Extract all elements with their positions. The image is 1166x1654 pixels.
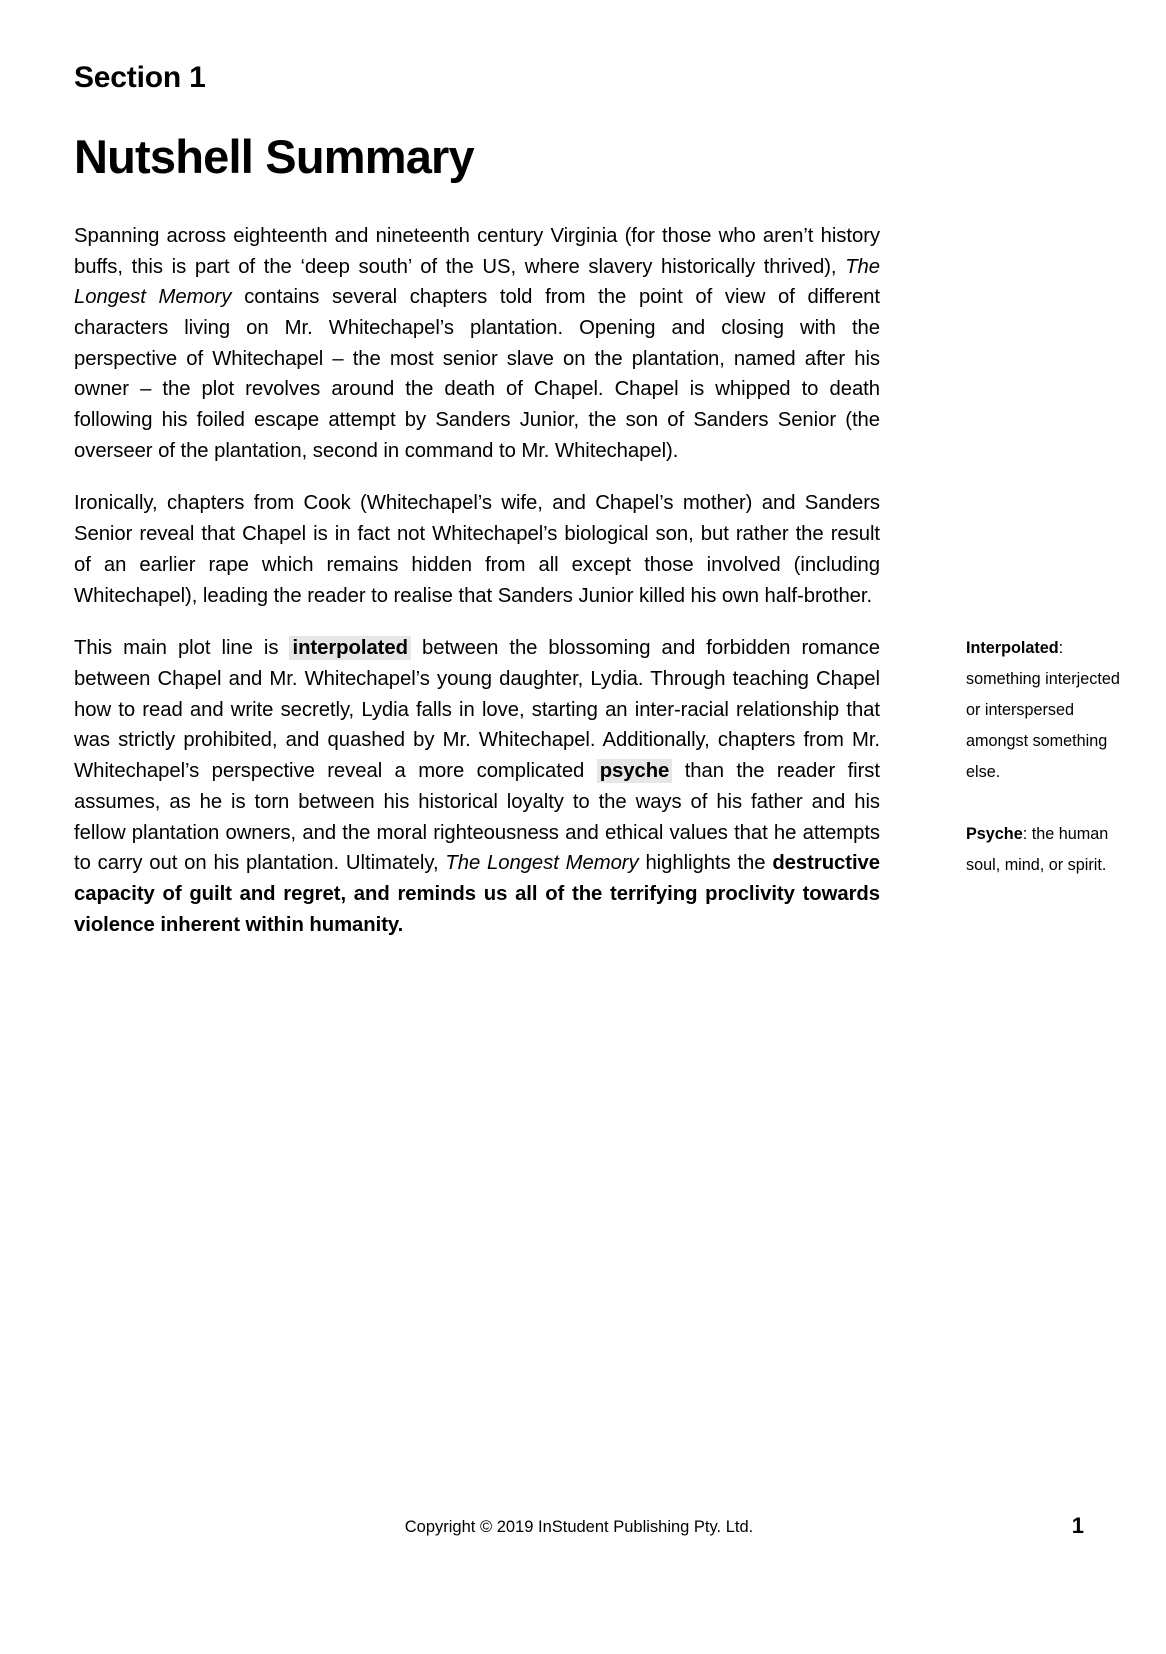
body-column bbox=[74, 221, 1120, 940]
paragraph-3-bold-conclusion: destructive capacity of guilt and regret, and reminds us all of the terrifying proclivity towards violence inherent within humanity. bbox=[74, 852, 881, 936]
margin-note-separator: : bbox=[1022, 825, 1028, 844]
paragraph-3-part-2: between the blossoming and forbidden romance between Chapel and Mr. Whitechapel’s young daughter, Lydia. Through teaching Chapel how to read and write secretly, Lydia falls in love, starting an inter-racial relationship that was strictly prohibited, and quashed by Mr. Whitechapel. Additionally, chapters from Mr. Whitechapel’s perspective reveal a more complicated bbox=[74, 637, 880, 783]
paragraph-3-part-1: This main plot line is bbox=[74, 637, 290, 660]
glossary-highlight-psyche: psyche bbox=[597, 759, 673, 783]
paragraph-1-part-1: Spanning across eighteenth and nineteenth century Virginia (for those who aren’t history buffs, this is part of the ‘deep south’ of the US, where slavery historically thrived), bbox=[74, 224, 880, 278]
margin-note-separator: : bbox=[1058, 639, 1064, 658]
paragraph-1-part-2: contains several chapters told from the point of view of different characters living on Mr. Whitechapel’s plantation. Opening and closing with the perspective of Whitechapel – the most senior slave on the plantation, named after his owner – the plot revolves around the death of Chapel. Chapel is whipped to death following his foiled escape attempt by Sanders Junior, the son of Sanders Senior (the overseer of the plantation, second in command to Mr. Whitechapel). bbox=[74, 286, 880, 462]
book-title-italic-2: The Longest Memory bbox=[445, 852, 639, 875]
margin-note-interpolated bbox=[966, 633, 1136, 788]
book-title-italic: The Longest Memory bbox=[74, 255, 880, 309]
page-content bbox=[74, 61, 1120, 962]
margin-note-psyche bbox=[966, 819, 1136, 881]
page-number: 1 bbox=[1071, 1513, 1084, 1538]
copyright-notice: Copyright © 2019 InStudent Publishing Pty. Ltd. bbox=[404, 1518, 754, 1536]
paragraph-3-part-4: highlights the bbox=[638, 852, 773, 875]
paragraph-1 bbox=[74, 221, 880, 467]
paragraph-2 bbox=[74, 488, 880, 611]
paragraph-3 bbox=[74, 633, 880, 940]
page-footer bbox=[74, 1513, 1084, 1546]
margin-note-term: Interpolated bbox=[966, 639, 1059, 658]
margin-note-term: Psyche bbox=[966, 825, 1023, 844]
section-label: Section 1 bbox=[74, 61, 206, 94]
glossary-highlight-interpolated: interpolated bbox=[289, 636, 410, 660]
margin-notes bbox=[966, 633, 1136, 881]
paragraph-3-wrapper bbox=[74, 633, 1120, 940]
page-title: Nutshell Summary bbox=[74, 129, 474, 183]
margin-note-definition: something interjected or interspersed amongst something else. bbox=[966, 670, 1120, 782]
margin-note-definition: the human soul, mind, or spirit. bbox=[966, 825, 1109, 875]
paragraph-2-text: Ironically, chapters from Cook (Whitechapel’s wife, and Chapel’s mother) and Sanders Senior reveal that Chapel is in fact not Whitechapel’s biological son, but rather the result of an earlier rape which remains hidden from all except those involved (including Whitechapel), leading the reader to realise that Sanders Junior killed his own half-brother. bbox=[74, 492, 880, 607]
paragraph-3-part-3: than the reader first assumes, as he is torn between his historical loyalty to the ways of his father and his fellow plantation owners, and the moral righteousness and ethical values that he attempts to carry out on his plantation. Ultimately, bbox=[74, 760, 880, 875]
